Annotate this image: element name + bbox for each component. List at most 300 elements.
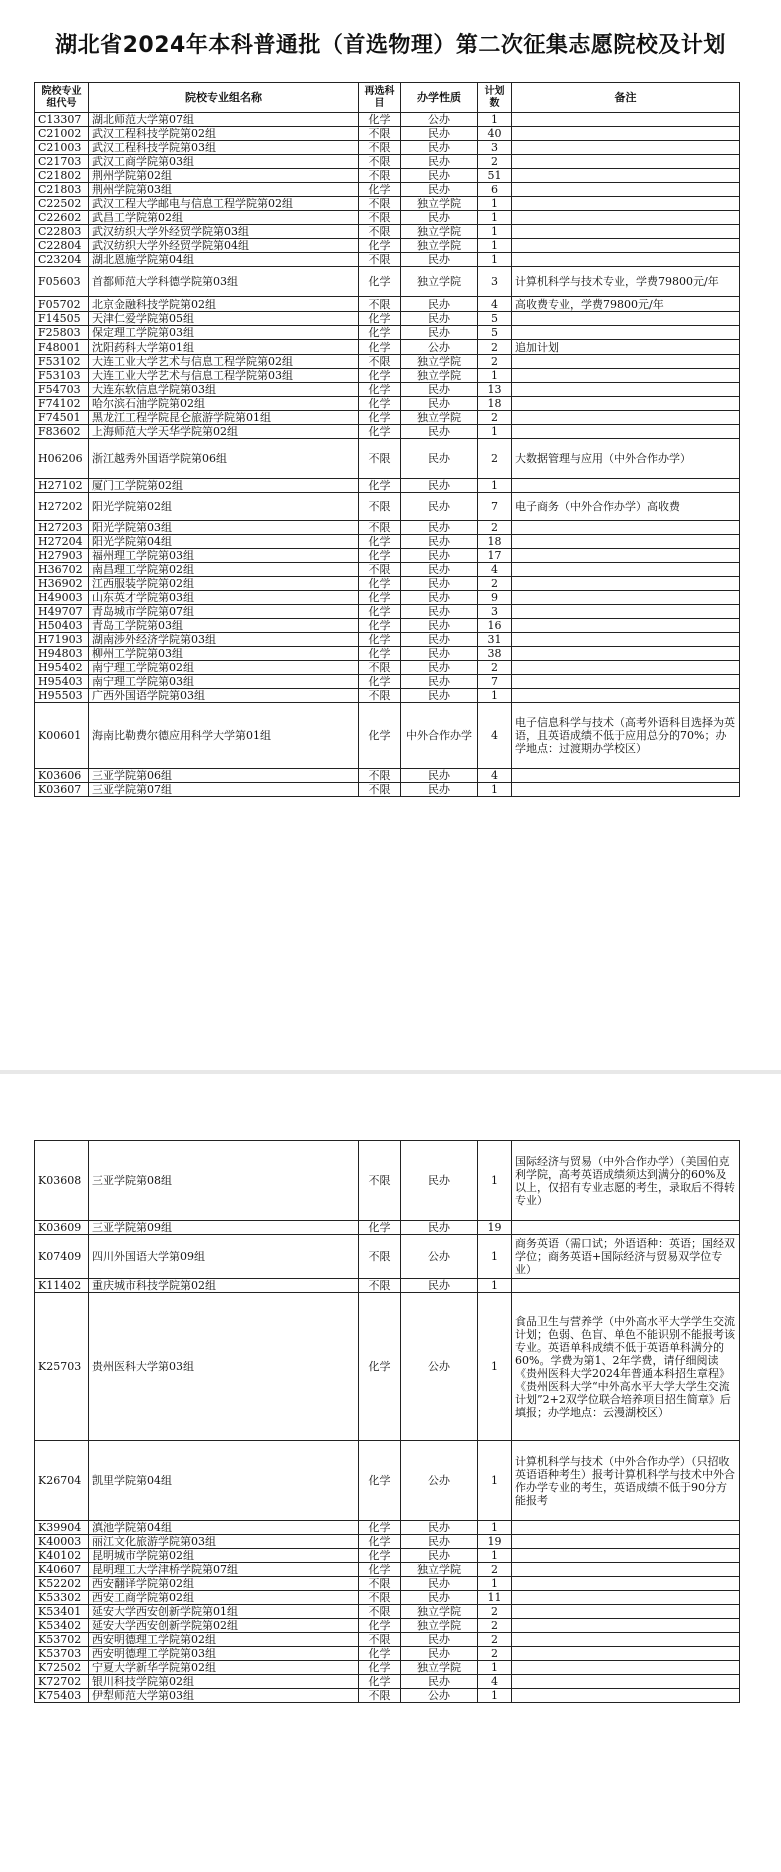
cell-name: 保定理工学院第03组 [89,326,359,340]
cell-remark [512,1521,740,1535]
cell-subject: 化学 [359,605,401,619]
cell-remark [512,661,740,675]
table-row [35,113,740,127]
cell-plan: 1 [478,1689,512,1703]
cell-remark [512,113,740,127]
cell-subject: 化学 [359,1549,401,1563]
cell-subject: 化学 [359,1675,401,1689]
cell-plan: 40 [478,127,512,141]
cell-code: K72702 [35,1675,89,1689]
cell-plan: 1 [478,1577,512,1591]
cell-remark [512,197,740,211]
cell-subject: 不限 [359,127,401,141]
cell-subject: 化学 [359,577,401,591]
table-row [35,1549,740,1563]
cell-remark [512,605,740,619]
cell-remark: 追加计划 [512,340,740,355]
cell-name: 浙江越秀外国语学院第06组 [89,439,359,479]
cell-subject: 不限 [359,783,401,797]
cell-plan: 2 [478,155,512,169]
cell-nature: 民办 [401,127,478,141]
cell-subject: 不限 [359,225,401,239]
table-row [35,326,740,340]
cell-plan: 19 [478,1221,512,1235]
table-row [35,1675,740,1689]
cell-plan: 4 [478,297,512,312]
table-row [35,577,740,591]
cell-plan: 4 [478,703,512,769]
cell-plan: 7 [478,675,512,689]
cell-nature: 民办 [401,783,478,797]
table-row [35,1521,740,1535]
table-row [35,633,740,647]
cell-remark [512,1647,740,1661]
cell-name: 武汉工程科技学院第02组 [89,127,359,141]
header-plan: 计划数 [478,83,512,113]
table-row [35,141,740,155]
cell-name: 阳光学院第02组 [89,493,359,521]
cell-name: 青岛工学院第03组 [89,619,359,633]
cell-nature: 民办 [401,383,478,397]
cell-plan: 9 [478,591,512,605]
table-row [35,535,740,549]
cell-plan: 2 [478,355,512,369]
cell-plan: 2 [478,521,512,535]
cell-remark [512,326,740,340]
cell-nature: 民办 [401,1647,478,1661]
table-row [35,383,740,397]
cell-name: 昆明理工大学津桥学院第07组 [89,1563,359,1577]
table-row [35,549,740,563]
cell-code: C22502 [35,197,89,211]
cell-subject: 不限 [359,689,401,703]
cell-subject: 化学 [359,647,401,661]
cell-nature: 独立学院 [401,369,478,383]
cell-remark: 电子信息科学与技术（高考外语科目选择为英语，且英语成绩不低于应用总分的70%；办学地点：过渡期办学校区） [512,703,740,769]
cell-remark [512,355,740,369]
table-row [35,211,740,225]
cell-plan: 16 [478,619,512,633]
cell-nature: 民办 [401,647,478,661]
cell-plan: 3 [478,267,512,297]
cell-code: K53702 [35,1633,89,1647]
cell-name: 厦门工学院第02组 [89,479,359,493]
cell-code: H27203 [35,521,89,535]
cell-subject: 化学 [359,479,401,493]
cell-nature: 民办 [401,1141,478,1221]
cell-plan: 38 [478,647,512,661]
cell-code: H49003 [35,591,89,605]
cell-code: K03608 [35,1141,89,1221]
cell-name: 上海师范大学天华学院第02组 [89,425,359,439]
table-row [35,703,740,769]
cell-name: 武汉纺织大学外经贸学院第04组 [89,239,359,253]
cell-name: 大连东软信息学院第03组 [89,383,359,397]
cell-code: C22804 [35,239,89,253]
cell-remark [512,563,740,577]
cell-plan: 2 [478,411,512,425]
cell-nature: 独立学院 [401,411,478,425]
table-row [35,769,740,783]
cell-plan: 2 [478,1605,512,1619]
cell-name: 银川科技学院第02组 [89,1675,359,1689]
cell-remark [512,1605,740,1619]
cell-code: K03609 [35,1221,89,1235]
cell-plan: 5 [478,312,512,326]
cell-code: K00601 [35,703,89,769]
cell-plan: 1 [478,425,512,439]
cell-nature: 公办 [401,1293,478,1441]
cell-remark [512,549,740,563]
cell-code: H95503 [35,689,89,703]
cell-nature: 民办 [401,312,478,326]
cell-plan: 2 [478,340,512,355]
table-row [35,1441,740,1521]
cell-subject: 化学 [359,633,401,647]
cell-name: 沈阳药科大学第01组 [89,340,359,355]
table-row [35,647,740,661]
cell-name: 青岛城市学院第07组 [89,605,359,619]
cell-code: H95403 [35,675,89,689]
cell-nature: 民办 [401,425,478,439]
cell-code: F05702 [35,297,89,312]
header-name: 院校专业组名称 [89,83,359,113]
cell-remark [512,225,740,239]
cell-nature: 民办 [401,577,478,591]
table-row [35,1689,740,1703]
cell-subject: 不限 [359,521,401,535]
cell-name: 大连工业大学艺术与信息工程学院第03组 [89,369,359,383]
cell-code: K72502 [35,1661,89,1675]
cell-nature: 民办 [401,1591,478,1605]
cell-subject: 不限 [359,661,401,675]
cell-plan: 1 [478,1279,512,1293]
cell-plan: 1 [478,1235,512,1279]
cell-code: H49707 [35,605,89,619]
table-row [35,239,740,253]
cell-subject: 化学 [359,591,401,605]
cell-remark [512,155,740,169]
page-separator [0,1070,781,1074]
table-row [35,369,740,383]
cell-plan: 1 [478,1441,512,1521]
cell-nature: 民办 [401,535,478,549]
table-row [35,1577,740,1591]
cell-plan: 3 [478,141,512,155]
table-row [35,1141,740,1221]
cell-plan: 11 [478,1591,512,1605]
cell-plan: 2 [478,1647,512,1661]
cell-subject: 不限 [359,1141,401,1221]
cell-nature: 民办 [401,1633,478,1647]
cell-remark [512,479,740,493]
cell-nature: 民办 [401,253,478,267]
cell-code: K07409 [35,1235,89,1279]
cell-remark [512,425,740,439]
cell-code: C21703 [35,155,89,169]
table-row [35,563,740,577]
cell-remark [512,647,740,661]
cell-name: 山东英才学院第03组 [89,591,359,605]
cell-nature: 中外合作办学 [401,703,478,769]
cell-code: F48001 [35,340,89,355]
page-title: 湖北省2024年本科普通批（首选物理）第二次征集志愿院校及计划 [55,33,726,58]
cell-subject: 不限 [359,197,401,211]
cell-code: K53703 [35,1647,89,1661]
cell-name: 黑龙江工程学院昆仑旅游学院第01组 [89,411,359,425]
cell-subject: 化学 [359,535,401,549]
cell-nature: 民办 [401,493,478,521]
cell-code: C21003 [35,141,89,155]
cell-nature: 民办 [401,605,478,619]
cell-subject: 化学 [359,1221,401,1235]
cell-nature: 民办 [401,211,478,225]
cell-subject: 化学 [359,312,401,326]
cell-subject: 不限 [359,253,401,267]
cell-remark [512,619,740,633]
cell-name: 三亚学院第07组 [89,783,359,797]
cell-name: 三亚学院第09组 [89,1221,359,1235]
cell-code: H50403 [35,619,89,633]
cell-code: K40102 [35,1549,89,1563]
cell-nature: 独立学院 [401,1563,478,1577]
table-row [35,411,740,425]
cell-name: 延安大学西安创新学院第01组 [89,1605,359,1619]
cell-nature: 民办 [401,1521,478,1535]
cell-plan: 1 [478,689,512,703]
cell-plan: 2 [478,577,512,591]
cell-remark [512,211,740,225]
cell-name: 武汉工程科技学院第03组 [89,141,359,155]
cell-remark [512,397,740,411]
cell-code: F74501 [35,411,89,425]
cell-subject: 不限 [359,211,401,225]
table-row [35,479,740,493]
cell-subject: 化学 [359,1293,401,1441]
cell-code: C13307 [35,113,89,127]
cell-remark [512,141,740,155]
cell-subject: 化学 [359,369,401,383]
cell-nature: 独立学院 [401,239,478,253]
cell-nature: 民办 [401,141,478,155]
cell-plan: 2 [478,661,512,675]
cell-plan: 7 [478,493,512,521]
table-row [35,397,740,411]
cell-plan: 1 [478,783,512,797]
cell-remark: 计算机科学与技术（中外合作办学）（只招收英语语种考生）报考计算机科学与技术中外合作办学专业的考生，英语成绩不低于90分方能报考 [512,1441,740,1521]
cell-name: 荆州学院第03组 [89,183,359,197]
cell-code: F05603 [35,267,89,297]
cell-plan: 1 [478,1521,512,1535]
cell-remark [512,591,740,605]
header-code: 院校专业组代号 [35,83,89,113]
cell-code: C21002 [35,127,89,141]
cell-subject: 化学 [359,675,401,689]
cell-plan: 1 [478,253,512,267]
cell-subject: 不限 [359,1689,401,1703]
cell-remark [512,312,740,326]
cell-plan: 13 [478,383,512,397]
cell-nature: 公办 [401,113,478,127]
cell-name: 武昌工学院第02组 [89,211,359,225]
cell-code: H27202 [35,493,89,521]
cell-subject: 化学 [359,1535,401,1549]
cell-name: 荆州学院第02组 [89,169,359,183]
cell-nature: 民办 [401,619,478,633]
cell-subject: 不限 [359,355,401,369]
table-row [35,355,740,369]
cell-plan: 1 [478,1661,512,1675]
cell-subject: 化学 [359,703,401,769]
cell-remark: 计算机科学与技术专业，学费79800元/年 [512,267,740,297]
cell-nature: 民办 [401,675,478,689]
cell-remark: 高收费专业，学费79800元/年 [512,297,740,312]
table-row [35,267,740,297]
cell-name: 西安工商学院第02组 [89,1591,359,1605]
cell-subject: 不限 [359,1591,401,1605]
cell-remark [512,1279,740,1293]
cell-code: K40607 [35,1563,89,1577]
cell-plan: 3 [478,605,512,619]
cell-plan: 6 [478,183,512,197]
cell-remark [512,675,740,689]
cell-name: 福州理工学院第03组 [89,549,359,563]
table-row [35,340,740,355]
cell-nature: 民办 [401,521,478,535]
table-row [35,605,740,619]
table-row [35,591,740,605]
cell-code: H94803 [35,647,89,661]
cell-subject: 化学 [359,1661,401,1675]
cell-nature: 民办 [401,326,478,340]
cell-nature: 民办 [401,1535,478,1549]
cell-code: H36702 [35,563,89,577]
cell-nature: 民办 [401,479,478,493]
cell-name: 湖北师范大学第07组 [89,113,359,127]
table-row [35,1293,740,1441]
cell-name: 滇池学院第04组 [89,1521,359,1535]
cell-nature: 民办 [401,591,478,605]
cell-subject: 化学 [359,1619,401,1633]
cell-name: 哈尔滨石油学院第02组 [89,397,359,411]
header-subject: 再选科目 [359,83,401,113]
cell-nature: 公办 [401,1441,478,1521]
cell-remark: 商务英语（需口试；外语语种：英语；国经双学位；商务英语+国际经济与贸易双学位专业） [512,1235,740,1279]
cell-subject: 化学 [359,1441,401,1521]
cell-code: K53402 [35,1619,89,1633]
cell-name: 三亚学院第06组 [89,769,359,783]
cell-remark [512,253,740,267]
cell-remark [512,689,740,703]
cell-plan: 31 [478,633,512,647]
cell-name: 宁夏大学新华学院第02组 [89,1661,359,1675]
cell-name: 三亚学院第08组 [89,1141,359,1221]
cell-name: 凯里学院第04组 [89,1441,359,1521]
cell-remark [512,1689,740,1703]
table-row [35,1535,740,1549]
cell-subject: 化学 [359,113,401,127]
cell-code: K25703 [35,1293,89,1441]
cell-subject: 化学 [359,425,401,439]
cell-remark: 食品卫生与营养学（中外高水平大学学生交流计划；色弱、色盲、单色不能识别不能报考该专业。英语单科成绩不低于英语单科满分的60%。学费为第1、2年学费，请仔细阅读《贵州医科大学2024年普通本科招生章程》《贵州医科大学“中外高水平大学大学生交流计划”2+2双学位联合培养项目招生简章》后填报；办学地点：云漫湖校区） [512,1293,740,1441]
cell-name: 大连工业大学艺术与信息工程学院第02组 [89,355,359,369]
table-row [35,127,740,141]
header-row [35,83,740,113]
header-nature: 办学性质 [401,83,478,113]
cell-subject: 化学 [359,239,401,253]
cell-nature: 民办 [401,689,478,703]
cell-code: K40003 [35,1535,89,1549]
table-row [35,312,740,326]
cell-name: 昆明城市学院第02组 [89,1549,359,1563]
cell-subject: 不限 [359,141,401,155]
cell-plan: 18 [478,397,512,411]
cell-subject: 化学 [359,326,401,340]
cell-subject: 化学 [359,549,401,563]
cell-remark [512,411,740,425]
table-row [35,169,740,183]
cell-nature: 民办 [401,633,478,647]
cell-remark [512,783,740,797]
cell-code: F14505 [35,312,89,326]
cell-code: F25803 [35,326,89,340]
cell-subject: 不限 [359,297,401,312]
cell-subject: 化学 [359,340,401,355]
cell-code: C21802 [35,169,89,183]
cell-nature: 独立学院 [401,1661,478,1675]
cell-code: H95402 [35,661,89,675]
cell-plan: 2 [478,439,512,479]
cell-remark [512,1221,740,1235]
cell-plan: 17 [478,549,512,563]
cell-code: C23204 [35,253,89,267]
cell-plan: 1 [478,479,512,493]
admission-table-part1 [34,82,740,797]
cell-code: F53102 [35,355,89,369]
cell-remark [512,535,740,549]
cell-plan: 51 [478,169,512,183]
cell-remark [512,383,740,397]
cell-subject: 不限 [359,155,401,169]
cell-name: 柳州工学院第03组 [89,647,359,661]
cell-code: K39904 [35,1521,89,1535]
table-row [35,1619,740,1633]
cell-subject: 化学 [359,1521,401,1535]
cell-name: 北京金融科技学院第02组 [89,297,359,312]
cell-subject: 不限 [359,1633,401,1647]
cell-remark: 大数据管理与应用（中外合作办学） [512,439,740,479]
cell-remark [512,1591,740,1605]
cell-name: 广西外国语学院第03组 [89,689,359,703]
table-row [35,1591,740,1605]
cell-code: H06206 [35,439,89,479]
cell-code: K75403 [35,1689,89,1703]
table-row [35,155,740,169]
cell-remark [512,1535,740,1549]
cell-code: C22602 [35,211,89,225]
cell-name: 南昌理工学院第02组 [89,563,359,577]
cell-nature: 民办 [401,1279,478,1293]
cell-remark [512,127,740,141]
cell-nature: 民办 [401,1675,478,1689]
table-row [35,1221,740,1235]
cell-subject: 不限 [359,493,401,521]
cell-name: 湖北恩施学院第04组 [89,253,359,267]
cell-plan: 4 [478,1675,512,1689]
cell-nature: 独立学院 [401,355,478,369]
cell-plan: 1 [478,1141,512,1221]
cell-plan: 1 [478,239,512,253]
